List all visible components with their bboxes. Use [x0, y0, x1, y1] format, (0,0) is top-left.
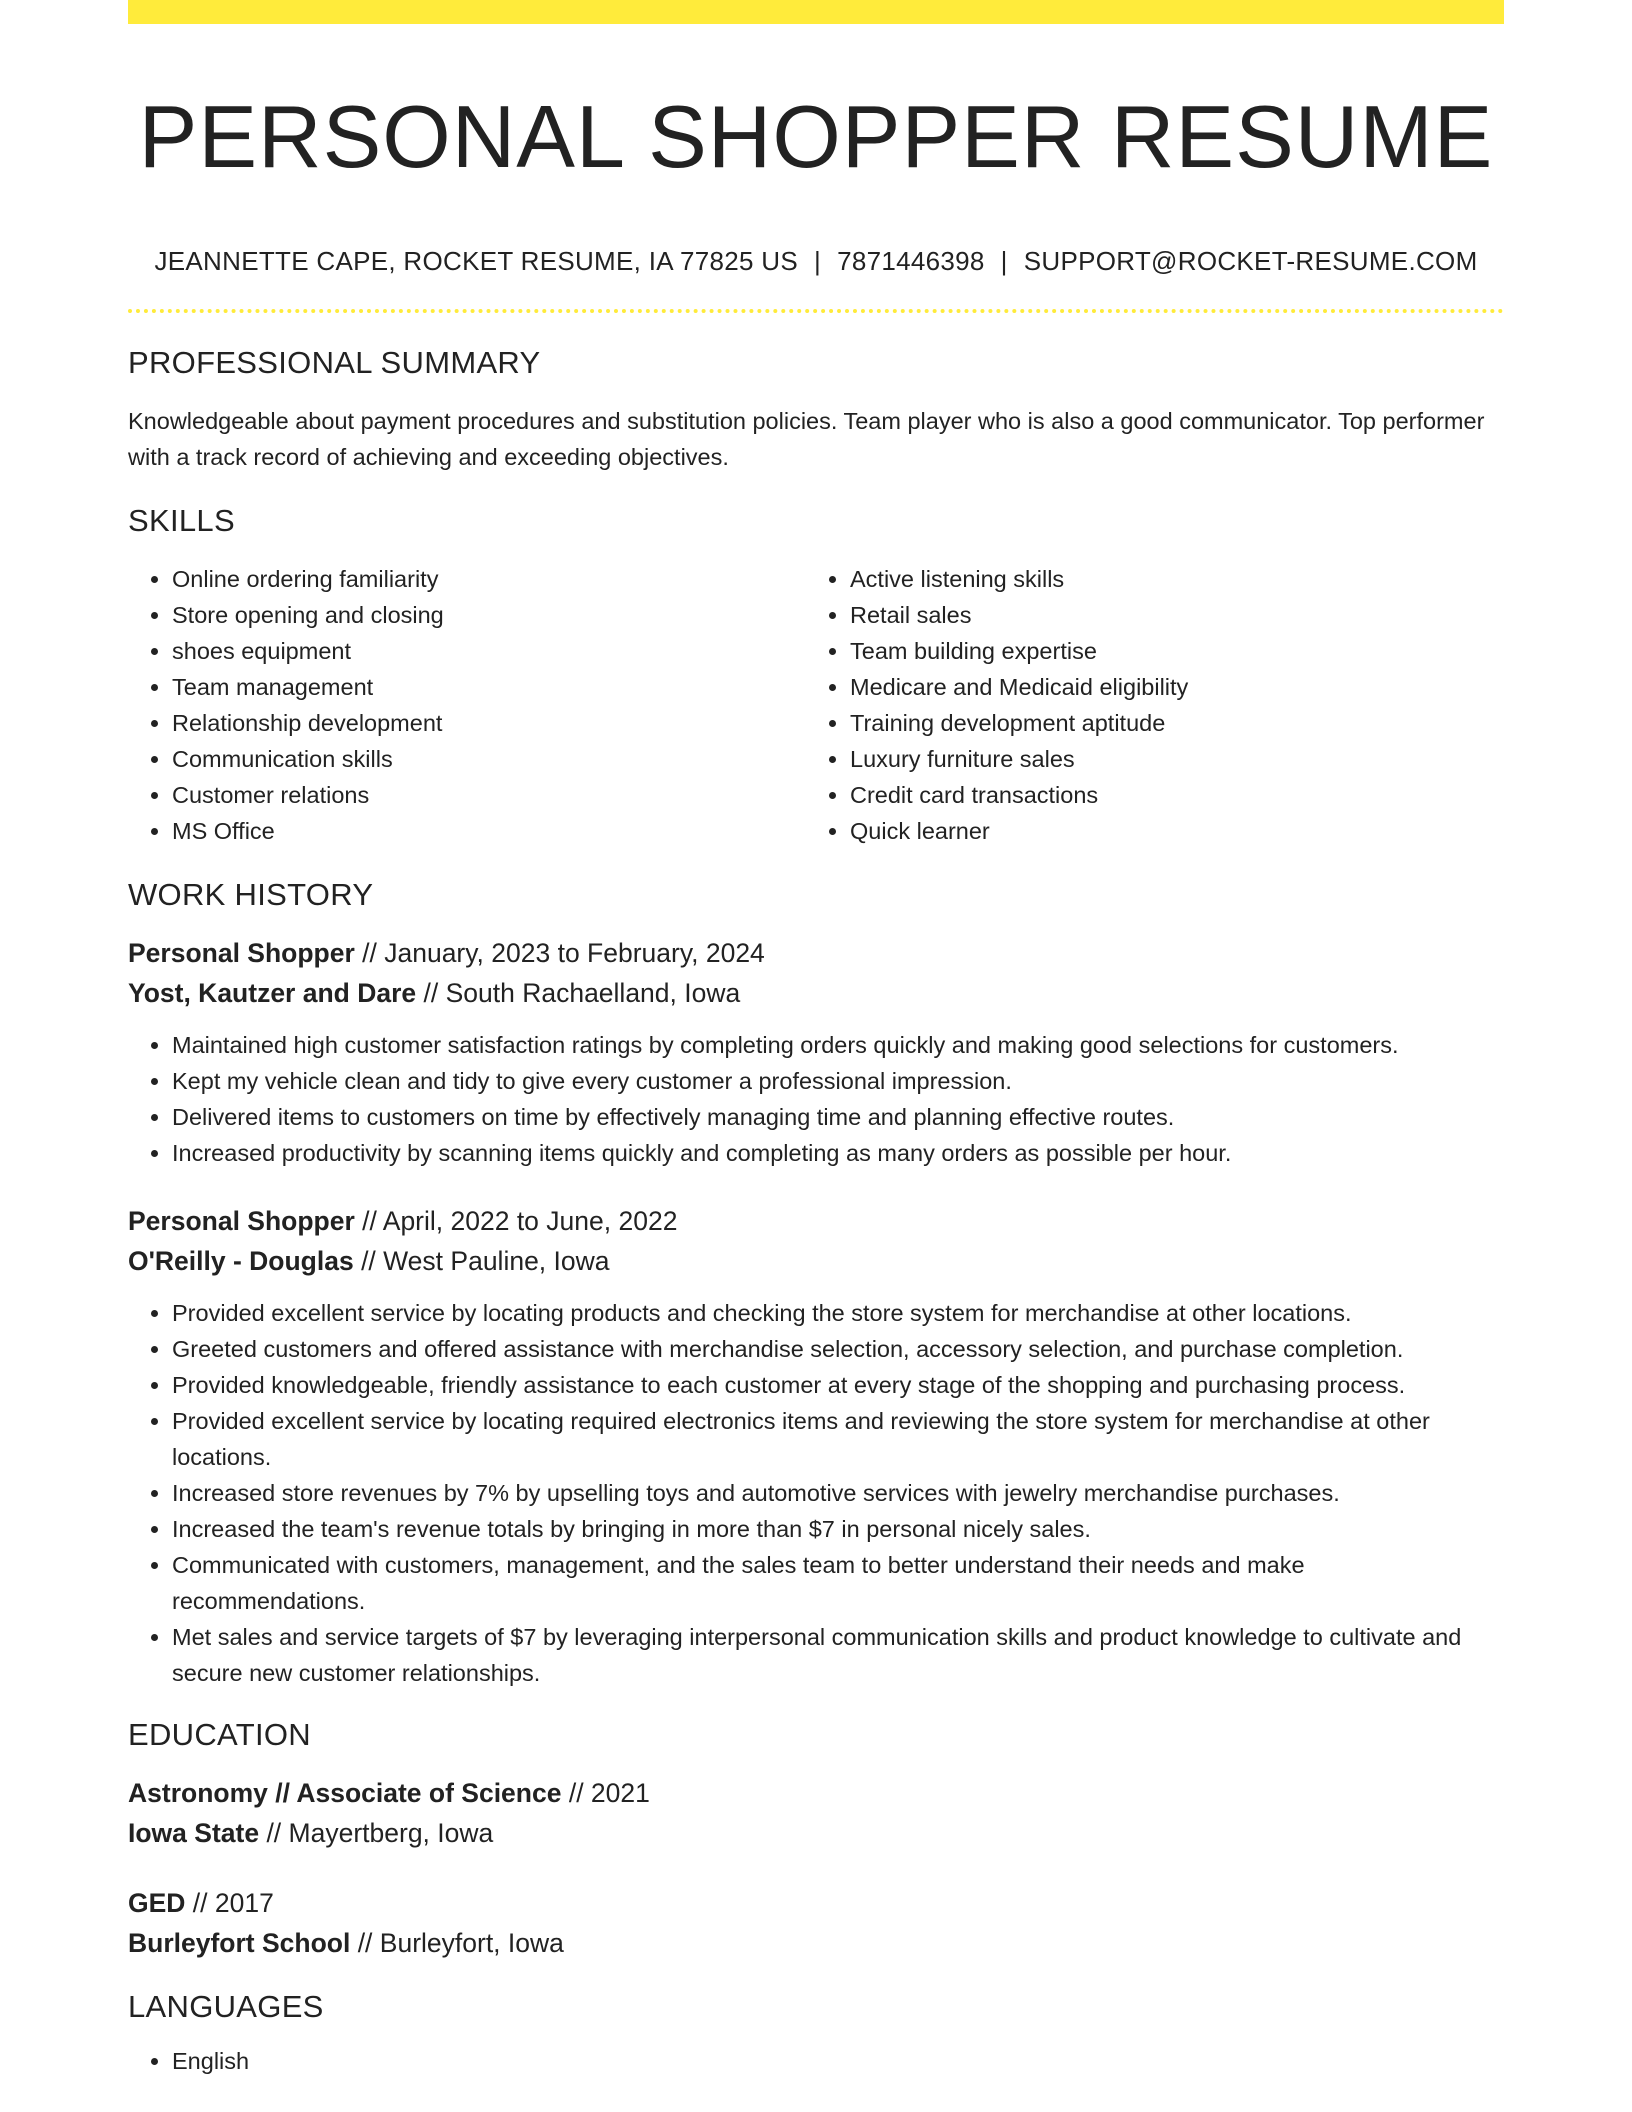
- skills-columns: [128, 561, 1504, 849]
- skill-item: • Team management: [172, 669, 806, 705]
- job-bullet: • Communicated with customers, management, and the sales team to better understand their needs and make recommendations.: [172, 1547, 1504, 1619]
- contact-line: [128, 245, 1504, 277]
- job-company: O'Reilly - Douglas: [128, 1246, 354, 1276]
- job-title-line: [128, 933, 1504, 973]
- skill-item: • Relationship development: [172, 705, 806, 741]
- skill-item: • Quick learner: [850, 813, 1484, 849]
- skill-item: • Customer relations: [172, 777, 806, 813]
- job-bullet: • Delivered items to customers on time by effectively managing time and planning effective routes.: [172, 1099, 1504, 1135]
- skill-item: • Training development aptitude: [850, 705, 1484, 741]
- summary-text: Knowledgeable about payment procedures and substitution policies. Team player who is also a good communicator. Top performer with a track record of achieving and exceeding objectives.: [128, 408, 1485, 470]
- contact-separator: |: [814, 246, 822, 276]
- job-bullets: [128, 1027, 1504, 1171]
- job-location: // West Pauline, Iowa: [353, 1246, 610, 1276]
- degree-year: // 2021: [561, 1778, 650, 1808]
- education-entry: [128, 1883, 1504, 1963]
- degree-line: [128, 1773, 1504, 1813]
- school: Iowa State: [128, 1818, 260, 1848]
- contact-address: JEANNETTE CAPE, ROCKET RESUME, IA 77825 US: [154, 246, 798, 276]
- education-entry: [128, 1773, 1504, 1853]
- skill-item: • Communication skills: [172, 741, 806, 777]
- skills-heading: SKILLS: [128, 503, 235, 538]
- skill-item: • Medicare and Medicaid eligibility: [850, 669, 1484, 705]
- job-bullet: • Met sales and service targets of $7 by leveraging interpersonal communication skills and product knowledge to cultivate and secure new customer relationships.: [172, 1619, 1504, 1691]
- school-line: [128, 1813, 1504, 1853]
- job-title-line: [128, 1201, 1504, 1241]
- job-bullet: • Maintained high customer satisfaction ratings by completing orders quickly and making good selections for customers.: [172, 1027, 1504, 1063]
- degree-line: [128, 1883, 1504, 1923]
- dotted-divider: [128, 309, 1504, 313]
- job-entry: [128, 933, 1504, 1171]
- skill-item: • Online ordering familiarity: [172, 561, 806, 597]
- skill-item: • Active listening skills: [850, 561, 1484, 597]
- education-heading: EDUCATION: [128, 1717, 311, 1752]
- job-entry: [128, 1201, 1504, 1691]
- contact-separator: |: [1000, 246, 1008, 276]
- language-item: • English: [172, 2043, 1504, 2079]
- contact-email: SUPPORT@ROCKET-RESUME.COM: [1023, 246, 1478, 276]
- school-line: [128, 1923, 1504, 1963]
- school: Burleyfort School: [128, 1928, 351, 1958]
- job-company-line: [128, 973, 1504, 1013]
- languages-heading: LANGUAGES: [128, 1989, 324, 2024]
- languages-list: [128, 2043, 1504, 2079]
- accent-bar: [128, 0, 1504, 24]
- work-history-heading: WORK HISTORY: [128, 877, 374, 912]
- job-dates: // April, 2022 to June, 2022: [354, 1206, 678, 1236]
- job-role: Personal Shopper: [128, 938, 355, 968]
- job-bullet: • Increased the team's revenue totals by bringing in more than $7 in personal nicely sales.: [172, 1511, 1504, 1547]
- job-company: Yost, Kautzer and Dare: [128, 978, 417, 1008]
- skill-item: • Luxury furniture sales: [850, 741, 1484, 777]
- job-bullet: • Provided knowledgeable, friendly assistance to each customer at every stage of the shopping and purchasing process.: [172, 1367, 1504, 1403]
- resume-title: PERSONAL SHOPPER RESUME: [138, 87, 1494, 186]
- job-role: Personal Shopper: [128, 1206, 355, 1236]
- job-bullet: • Provided excellent service by locating required electronics items and reviewing the store system for merchandise at other locations.: [172, 1403, 1504, 1475]
- summary-heading: PROFESSIONAL SUMMARY: [128, 345, 541, 380]
- degree-year: // 2017: [185, 1888, 274, 1918]
- contact-phone: 7871446398: [837, 246, 985, 276]
- job-bullet: • Provided excellent service by locating products and checking the store system for merchandise at other locations.: [172, 1295, 1504, 1331]
- job-bullet: • Increased productivity by scanning items quickly and completing as many orders as possible per hour.: [172, 1135, 1504, 1171]
- school-location: // Mayertberg, Iowa: [259, 1818, 494, 1848]
- school-location: // Burleyfort, Iowa: [350, 1928, 564, 1958]
- job-dates: // January, 2023 to February, 2024: [354, 938, 765, 968]
- job-location: // South Rachaelland, Iowa: [416, 978, 741, 1008]
- degree: Astronomy // Associate of Science: [128, 1778, 562, 1808]
- skill-item: • shoes equipment: [172, 633, 806, 669]
- skill-item: • Team building expertise: [850, 633, 1484, 669]
- skills-list-left: [128, 561, 806, 849]
- resume-page: [128, 0, 1504, 2079]
- job-bullet: • Greeted customers and offered assistance with merchandise selection, accessory selection, and purchase completion.: [172, 1331, 1504, 1367]
- skill-item: • MS Office: [172, 813, 806, 849]
- job-company-line: [128, 1241, 1504, 1281]
- skill-item: • Store opening and closing: [172, 597, 806, 633]
- skill-item: • Retail sales: [850, 597, 1484, 633]
- job-bullet: • Increased store revenues by 7% by upselling toys and automotive services with jewelry merchandise purchases.: [172, 1475, 1504, 1511]
- degree: GED: [128, 1888, 186, 1918]
- job-bullets: [128, 1295, 1504, 1691]
- skill-item: • Credit card transactions: [850, 777, 1484, 813]
- skills-list-right: [806, 561, 1484, 849]
- job-bullet: • Kept my vehicle clean and tidy to give every customer a professional impression.: [172, 1063, 1504, 1099]
